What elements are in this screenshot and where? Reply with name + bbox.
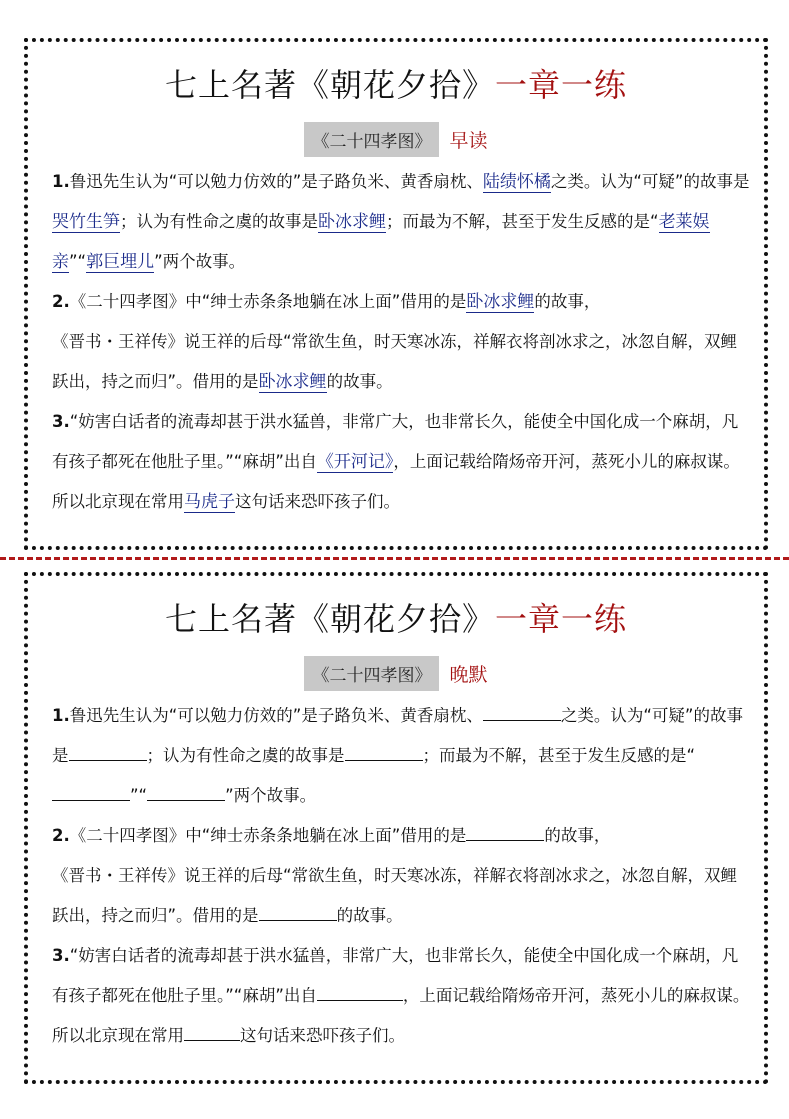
answer-blank[interactable] (69, 742, 147, 761)
answer: 《开河记》 (316, 452, 394, 472)
answer: 卧冰求鲤 (318, 212, 386, 232)
page-title (28, 594, 764, 640)
book-tag: 《二十四孝图》 (304, 122, 439, 157)
answer-blank[interactable] (259, 902, 337, 921)
title-main: 七上名著《朝花夕拾》 (164, 600, 495, 638)
answer: 老莱娱亲 (52, 212, 710, 272)
subtitle-row (28, 122, 764, 157)
answer: 卧冰求鲤 (466, 292, 535, 312)
title-red: 一章一练 (495, 600, 628, 638)
question-3: 3.“妨害白话者的流毒却甚于洪水猛兽，非常广大，也非常长久，能使全中国化成一个麻胡，凡有孩子都死在他肚子里。”“麻胡”出自《开河记》，上面记载给隋炀帝开河，蒸死小儿的麻叔谋。所以北京现在常用马虎子这句话来恐吓孩子们。 (52, 412, 740, 512)
title-red: 一章一练 (495, 66, 628, 104)
answer-blank[interactable] (147, 782, 225, 801)
cut-line (0, 557, 789, 560)
answer: 卧冰求鲤 (258, 372, 327, 392)
answer: 郭巨埋儿 (86, 252, 155, 272)
question-2: 2.《二十四孝图》中“绅士赤条条地躺在冰上面”借用的是 的故事， 《晋书・王祥传》说王祥的后母“常欲生鱼，时天寒冰冻，祥解衣将剖冰求之，冰忽自解，双鲤跃出，持之而归”。借用的是 的故事。 (52, 816, 752, 936)
subtitle-row (28, 656, 764, 691)
question-list (52, 162, 752, 522)
answer: 哭竹生笋 (52, 212, 120, 232)
answer-blank[interactable] (483, 702, 561, 721)
answer-blank[interactable] (52, 782, 130, 801)
book-tag: 《二十四孝图》 (304, 656, 439, 691)
question-list (52, 696, 752, 1056)
page-title (28, 60, 764, 106)
question-2: 2.《二十四孝图》中“绅士赤条条地躺在冰上面”借用的是卧冰求鲤的故事， 《晋书・王祥传》说王祥的后母“常欲生鱼，时天寒冰冻，祥解衣将剖冰求之，冰忽自解，双鲤跃出，持之而归”。借用的是卧冰求鲤的故事。 (52, 292, 738, 392)
answer: 陆绩怀橘 (482, 172, 551, 192)
answer-blank[interactable] (466, 822, 544, 841)
question-1: 1.鲁迅先生认为“可以勉力仿效的”是子路负米、黄香扇枕、陆绩怀橘之类。认为“可疑”的故事是哭竹生笋；认为有性命之虞的故事是卧冰求鲤；而最为不解，甚至于发生反感的是“老莱娱亲”“郭巨埋儿”两个故事。 (52, 172, 750, 272)
title-main: 七上名著《朝花夕拾》 (164, 66, 495, 104)
answer-blank[interactable] (184, 1022, 240, 1041)
answer-blank[interactable] (317, 982, 403, 1001)
answer-blank[interactable] (345, 742, 423, 761)
practice-card-answers (24, 38, 768, 550)
mode-label: 早读 (449, 130, 488, 152)
question-3: 3.“妨害白话者的流毒却甚于洪水猛兽，非常广大，也非常长久，能使全中国化成一个麻胡，凡有孩子都死在他肚子里。”“麻胡”出自 ，上面记载给隋炀帝开河，蒸死小儿的麻叔谋。所以北京现在常用 这句话来恐吓孩子们。 (52, 946, 750, 1045)
question-1: 1.鲁迅先生认为“可以勉力仿效的”是子路负米、黄香扇枕、 之类。认为“可疑”的故事是 ；认为有性命之虞的故事是 ；而最为不解，甚至于发生反感的是“”“ ”两个故事。 (52, 696, 752, 816)
answer: 马虎子 (184, 492, 235, 512)
practice-card-blanks (24, 572, 768, 1084)
mode-label: 晚默 (449, 664, 488, 686)
